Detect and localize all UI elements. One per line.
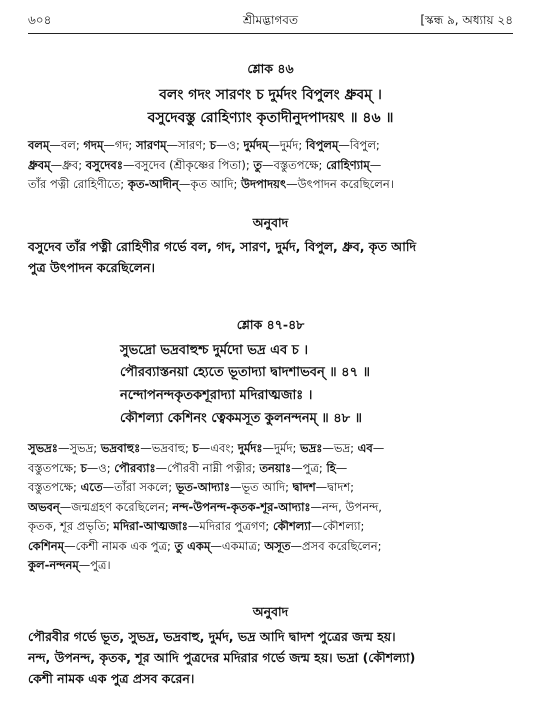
word-meaning: কৃতক, শূর প্রভৃতি;	[28, 519, 114, 533]
running-header	[28, 10, 513, 30]
verse-47-line-2: পৌরব্যাস্তনয়া হ্যেতে ভূতাদ্যা দ্বাদশাভবন্ ॥ ৪৭ ॥	[120, 365, 370, 380]
page-number: ৬০৪	[28, 13, 52, 27]
word-meaning: —প্রসব করেছিলেন;	[290, 538, 382, 553]
word-meaning: —গদ;	[103, 138, 136, 152]
sanskrit-word: কেশিনম্	[28, 538, 65, 553]
word-meaning: বস্তুতপক্ষে;	[28, 460, 81, 475]
sanskrit-word: দুর্মদঃ	[237, 441, 263, 455]
verse-48-line-2: কৌশল্যা কেশিনং ত্বেকমসূত কুলনন্দনম্ ॥ ৪৮ ॥	[120, 411, 363, 426]
word-meaning: —জন্মগ্রহণ করেছিলেন;	[59, 499, 173, 514]
translation-46	[28, 236, 513, 278]
translation-47-48	[28, 626, 513, 689]
translation-heading-46: অনুবাদ	[252, 215, 289, 230]
translation-line: বসুদেব তাঁর পত্নী রোহিণীর গর্ভে বল, গদ, সারণ, দুর্মদ, বিপুল, ধ্রুব, কৃত আদি	[28, 239, 417, 254]
word-meaning: —কৃত আদি;	[178, 177, 241, 191]
sanskrit-word: চ	[192, 441, 199, 455]
sanskrit-word: হি	[326, 460, 336, 475]
section2-line	[28, 498, 513, 518]
word-meaning: —ভদ্রবাহু;	[140, 441, 193, 455]
sanskrit-word: তনয়াঃ	[259, 460, 292, 475]
sanskrit-word: গদম্	[83, 138, 104, 152]
section2-line	[28, 439, 513, 459]
sanskrit-word: তু	[253, 157, 262, 172]
word-meaning: —কেশী নামক এক পুত্র;	[64, 538, 175, 553]
sanskrit-word: দ্বাদশ	[292, 480, 316, 494]
sanskrit-word: এতে	[80, 480, 103, 494]
synonyms-47-48	[28, 439, 513, 576]
word-meaning: —দুর্মদ;	[268, 138, 306, 152]
word-meaning: —এবং;	[198, 441, 238, 455]
sanskrit-word: দুর্মদম্	[243, 138, 269, 152]
word-meaning: —বিপুল;	[338, 138, 380, 152]
sanskrit-word: সুভদ্রঃ	[28, 441, 58, 455]
section1-line	[28, 175, 513, 195]
sanskrit-word: ধ্রুবম্	[28, 157, 51, 172]
sanskrit-word: কুল-নন্দনম্	[28, 558, 79, 572]
section1-line	[28, 156, 513, 176]
word-meaning: —ও;	[86, 460, 115, 475]
sanskrit-word: পৌরব্যাঃ	[114, 460, 156, 475]
word-meaning: —মদিরার পুত্রগণ;	[187, 519, 273, 533]
word-meaning: —সারণ;	[166, 138, 210, 152]
sanskrit-word: নন্দ-উপনন্দ-কৃতক-শূর-আদ্যাঃ	[172, 499, 311, 514]
verse-46-line-2: বসুদেবস্তু রোহিণ্যাং কৃতাদীনুদপাদয়ৎ ॥ ৪৬ ॥	[147, 110, 394, 126]
verse-47-line-1: সুভদ্রো ভদ্রবাহুশ্চ দুর্মদো ভদ্র এব চ ।	[120, 343, 308, 358]
word-meaning: বস্তুতপক্ষে;	[28, 480, 81, 494]
word-meaning: —ভদ্র;	[322, 441, 358, 455]
sanskrit-word: ভূত-আদ্যাঃ	[175, 480, 230, 494]
word-meaning: —একমাত্র;	[210, 538, 265, 553]
sanskrit-word: কৌশল্যা	[272, 519, 312, 533]
word-meaning: —নন্দ, উপনন্দ,	[310, 499, 382, 514]
verse-heading-47-48: শ্লোক ৪৭-৪৮	[236, 317, 305, 332]
sanskrit-word: বসুদেবঃ	[85, 157, 123, 172]
sanskrit-word: চ	[209, 138, 217, 152]
word-meaning: —সুভদ্র;	[57, 441, 101, 455]
section2-line	[28, 517, 513, 537]
word-meaning: —বল;	[49, 138, 84, 152]
sanskrit-word: চ	[80, 460, 87, 475]
sanskrit-word: মদিরা-আত্মজাঃ	[113, 519, 188, 533]
word-meaning: —	[369, 157, 382, 172]
translation-line: পৌরবীর গর্ভে ভূত, সুভদ্র, ভদ্রবাহু, দুর্মদ, ভদ্র আদি দ্বাদশ পুত্রের জন্ম হয়।	[28, 629, 396, 644]
verse-48-line-1: নন্দোপনন্দকৃতকশূরাদ্যা মদিরাত্মজাঃ ।	[120, 388, 313, 403]
word-meaning: —দ্বাদশ;	[315, 480, 355, 494]
translation-line: কেশী নামক এক পুত্র প্রসব করেন।	[28, 671, 195, 686]
sanskrit-word: ভদ্রবাহুঃ	[100, 441, 141, 455]
word-meaning: —	[372, 441, 385, 455]
sanskrit-word: অভবন্	[28, 499, 60, 514]
sanskrit-word: রোহিণ্যাম্	[326, 157, 370, 172]
section1-line	[28, 136, 513, 156]
sanskrit-word: বিপুলম্	[305, 138, 339, 152]
canto-chapter-label: [স্কন্ধ ৯, অধ্যায় ২৪	[420, 13, 513, 27]
word-meaning: —পুত্র;	[291, 460, 327, 475]
section2-line	[28, 537, 513, 557]
section2-line	[28, 556, 513, 576]
word-meaning: —কৌশল্যা;	[311, 519, 365, 533]
synonyms-46	[28, 136, 513, 195]
sanskrit-word: কৃত-আদীন্	[127, 177, 179, 191]
word-meaning: —পুত্র।	[78, 558, 111, 572]
sanskrit-word: সারণম্	[135, 138, 167, 152]
translation-line: পুত্র উৎপাদন করেছিলেন।	[28, 260, 155, 275]
sanskrit-word: ভদ্রঃ	[300, 441, 323, 455]
word-meaning: —উৎপাদন করেছিলেন।	[286, 177, 394, 191]
verse-46-line-1: বলং গদং সারণং চ দুর্মদং বিপুলং ধ্রুবম্ ।	[159, 87, 382, 103]
word-meaning: —ও;	[216, 138, 244, 152]
word-meaning: —ভূত আদি;	[229, 480, 293, 494]
section2-line	[28, 478, 513, 498]
translation-heading-47-48: অনুবাদ	[252, 604, 289, 619]
sanskrit-word: এব	[357, 441, 373, 455]
word-meaning: —ধ্রুব;	[50, 157, 86, 172]
word-meaning: —	[335, 460, 348, 475]
sanskrit-word: উদপাদয়ৎ	[241, 177, 287, 191]
word-meaning: —বস্তুতপক্ষে;	[262, 157, 327, 172]
word-meaning: —পৌরবী নাম্নী পত্নীর;	[155, 460, 260, 475]
word-meaning: —বসুদেব (শ্রীকৃষ্ণের পিতা);	[122, 157, 254, 172]
translation-line: নন্দ, উপনন্দ, কৃতক, শূর আদি পুত্রদের মদিরার গর্ভে জন্ম হয়। ভদ্রা (কৌশল্যা)	[28, 650, 416, 665]
sanskrit-word: বলম্	[28, 138, 50, 152]
verse-heading-46: শ্লোক ৪৬	[247, 61, 294, 76]
word-meaning: তাঁর পত্নী রোহিণীতে;	[28, 177, 128, 191]
word-meaning: —দুর্মদ;	[262, 441, 301, 455]
section2-line	[28, 459, 513, 479]
header-divider	[28, 33, 513, 34]
word-meaning: —তাঁরা সকলে;	[102, 480, 176, 494]
sanskrit-word: তু একম্	[174, 538, 211, 553]
book-title: শ্রীমদ্ভাগবত	[242, 13, 298, 27]
sanskrit-word: অসূত	[264, 538, 291, 553]
